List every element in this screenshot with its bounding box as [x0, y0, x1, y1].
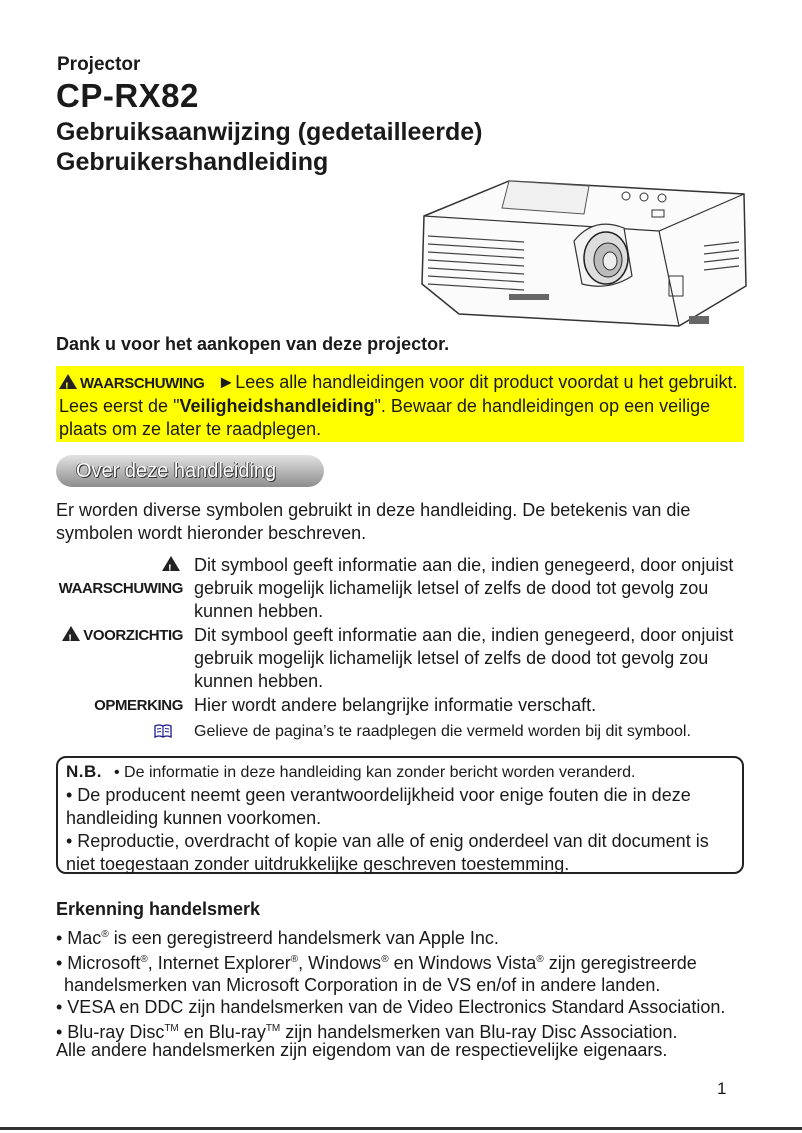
warning-triangle-icon	[59, 374, 77, 389]
trademark-note: Alle andere handelsmerken zijn eigendom van de respectievelijke eigenaars.	[56, 1040, 668, 1060]
nb-box	[56, 756, 744, 874]
trademark-bluray: • Blu-ray Disc™ en Blu-ray™ zijn handelsmerken van Blu-ray Disc Association.	[56, 1022, 678, 1042]
manual-title-line1: Gebruiksaanwijzing (gedetailleerde)	[56, 118, 483, 146]
symbol-label: OPMERKING	[94, 697, 183, 714]
nb-first-line	[66, 760, 732, 784]
section-title: Over deze handleiding	[56, 455, 324, 487]
trademark-microsoft: • Microsoft®, Internet Explorer®, Windows® en Windows Vista® zijn geregistreerde	[56, 953, 697, 973]
trademark-heading: Erkenning handelsmerk	[56, 899, 261, 919]
warning-bold-text: Veiligheidshandleiding	[179, 396, 375, 416]
trademark-mac: • Mac® is een geregistreerd handelsmerk van Apple Inc.	[56, 928, 499, 948]
symbol-description: Hier wordt andere belangrijke informatie verschaft.	[194, 695, 597, 715]
manual-title-line2: Gebruikershandleiding	[56, 148, 329, 176]
warning-box	[56, 366, 744, 442]
page-number: 1	[717, 1079, 727, 1098]
trademark-list	[56, 924, 756, 1043]
warning-triangle-icon	[162, 556, 180, 571]
intro-text: Er worden diverse symbolen gebruikt in deze handleiding. De betekenis van die symbolen wordt hieronder beschreven.	[56, 500, 691, 543]
symbol-description: Gelieve de pagina’s te raadplegen die vermeld worden bij dit symbool.	[194, 723, 691, 740]
nb-item: • De producent neemt geen verantwoordelijkheid voor enige fouten die in deze handleiding kunnen voorkomen.	[66, 785, 691, 828]
book-icon	[154, 724, 172, 738]
symbol-description: Dit symbool geeft informatie aan die, indien genegeerd, door onjuist gebruik mogelijk lichamelijk letsel of zelfs de dood tot gevolg zou kunnen hebben.	[194, 555, 734, 621]
trademark-microsoft-cont: handelsmerken van Microsoft Corporation in de VS en/of in andere landen.	[64, 975, 661, 995]
warning-text-after: ". Bewaar de handleidingen op een veilige plaats om ze later te raadplegen.	[59, 396, 711, 439]
warning-text-before: Lees alle handleidingen voor dit product voordat u het gebruikt. Lees eerst de "	[59, 372, 738, 416]
symbol-label: !WAARSCHUWING	[56, 554, 183, 600]
bottom-rule	[0, 1127, 802, 1130]
thanks-text: Dank u voor het aankopen van deze projector.	[56, 334, 450, 354]
projector-illustration	[414, 176, 750, 332]
symbol-description: Dit symbool geeft informatie aan die, indien genegeerd, door onjuist gebruik mogelijk lichamelijk letsel of zelfs de dood tot gevolg zou kunnen hebben.	[194, 625, 734, 691]
warning-triangle-icon	[62, 626, 80, 641]
arrow-icon: ►	[217, 372, 236, 392]
nb-label: N.B.	[66, 762, 102, 781]
symbol-label: !VOORZICHTIG	[56, 624, 183, 647]
nb-item: • De informatie in deze handleiding kan zonder bericht worden veranderd.	[114, 764, 636, 781]
model-name: CP-RX82	[56, 77, 199, 114]
product-type: Projector	[57, 54, 141, 75]
nb-item: • Reproductie, overdracht of kopie van alle of enig onderdeel van dit document is niet toegestaan zonder uitdrukkelijke geschreven toestemming.	[66, 831, 709, 874]
warning-label: WAARSCHUWING	[80, 375, 205, 392]
trademark-vesa: • VESA en DDC zijn handelsmerken van de Video Electronics Standard Association.	[56, 997, 726, 1017]
